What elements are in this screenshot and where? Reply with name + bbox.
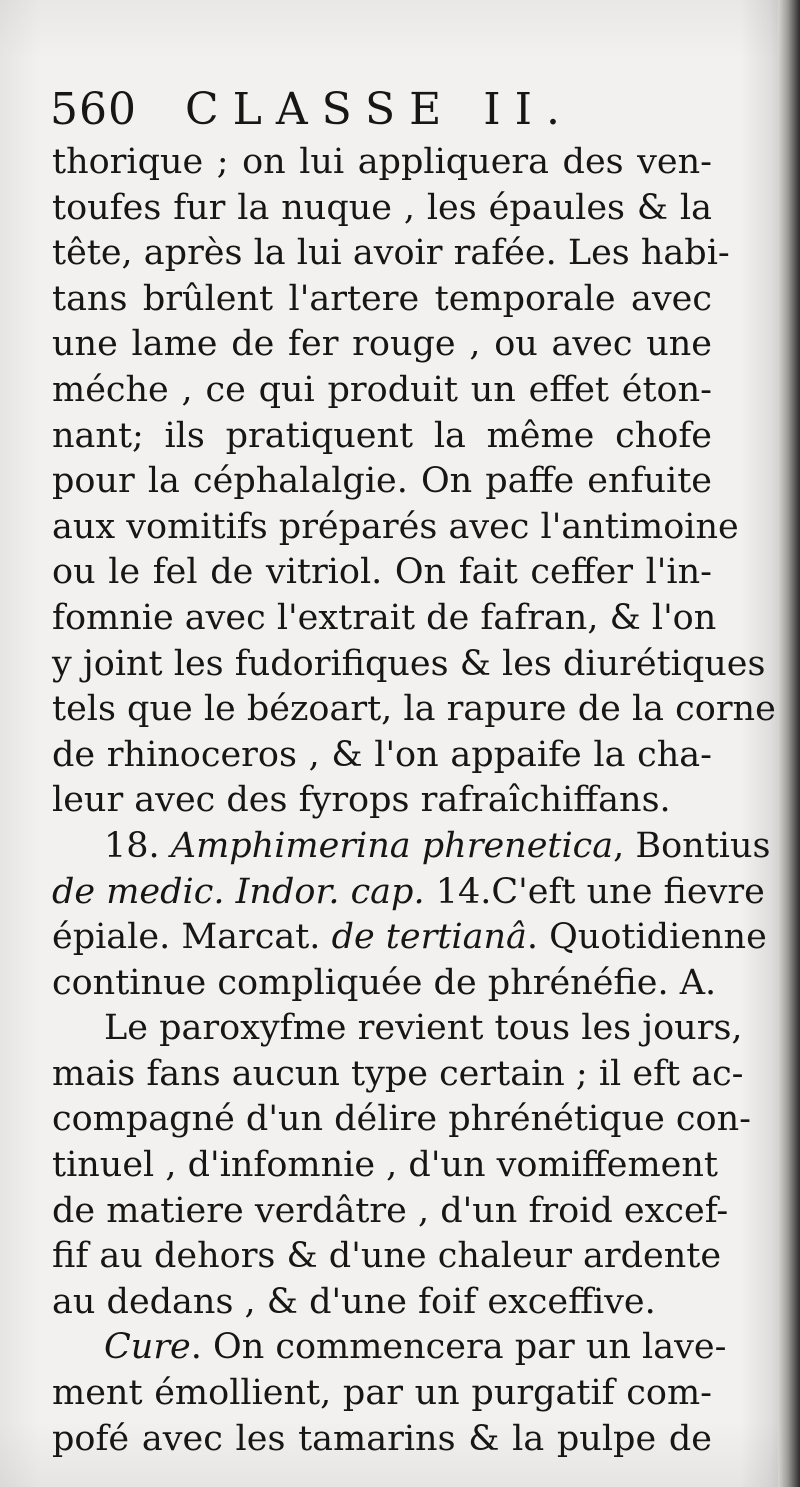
text-line: ou le fel de vitriol. On fait ceffer l'in- xyxy=(52,552,712,593)
text-line: compagné d'un délire phrénétique con- xyxy=(52,1099,751,1140)
text-line: mais fans aucun type certain ; il eft ac- xyxy=(52,1053,744,1094)
text-line: de medic. Indor. cap. 14.C'eft une fievre xyxy=(52,871,765,912)
text-line: tels que le bézoart, la rapure de la corne xyxy=(52,689,776,730)
text-line: aux vomitifs préparés avec l'antimoine xyxy=(52,506,739,547)
text-line: y joint les fudorifiques & les diurétiques xyxy=(52,643,766,684)
text-line: continue compliquée de phrénéfie. A. xyxy=(52,962,717,1003)
page-number: 560 xyxy=(50,84,137,135)
running-head: CLASSE II. xyxy=(185,84,575,135)
text-line: nant; ils pratiquent la même chofe xyxy=(52,415,712,456)
book-spine-shadow xyxy=(778,0,800,1487)
text-line: méche , ce qui produit un effet éton- xyxy=(52,369,712,410)
text-line: tans brûlent l'artere temporale avec xyxy=(52,278,712,319)
text-line: pour la céphalalgie. On paffe enfuite xyxy=(52,461,712,502)
text-line: pofé avec les tamarins & la pulpe de xyxy=(52,1418,712,1459)
text-line: Le paroxyfme revient tous les jours, xyxy=(104,1008,743,1049)
text-line: leur avec des fyrops rafraîchiffans. xyxy=(52,780,671,821)
body-text xyxy=(52,140,776,1462)
text-line: toufes fur la nuque , les épaules & la xyxy=(52,187,712,228)
text-line: tinuel , d'infomnie , d'un vomiffement xyxy=(52,1145,718,1186)
text-line-article-18: 18. Amphimerina phrenetica, Bontius xyxy=(104,825,771,866)
text-line: une lame de fer rouge , ou avec une xyxy=(52,324,712,365)
text-line: épiale. Marcat. de tertianâ. Quotidienne xyxy=(52,917,767,958)
text-line: fif au dehors & d'une chaleur ardente xyxy=(52,1236,722,1277)
page-header xyxy=(50,82,750,138)
text-line: ment émollient, par un purgatif com- xyxy=(52,1373,712,1414)
text-line: thorique ; on lui appliquera des ven- xyxy=(52,142,712,182)
text-line: tête, après la lui avoir rafée. Les habi- xyxy=(52,233,730,274)
text-line: de matiere verdâtre , d'un froid excef- xyxy=(52,1190,729,1231)
text-line-cure: Cure. On commencera par un lave- xyxy=(104,1327,727,1368)
text-line: au dedans , & d'une foif exceffive. xyxy=(52,1281,656,1322)
text-line: de rhinoceros , & l'on appaife la cha- xyxy=(52,734,712,775)
text-line: fomnie avec l'extrait de fafran, & l'on xyxy=(52,597,717,638)
